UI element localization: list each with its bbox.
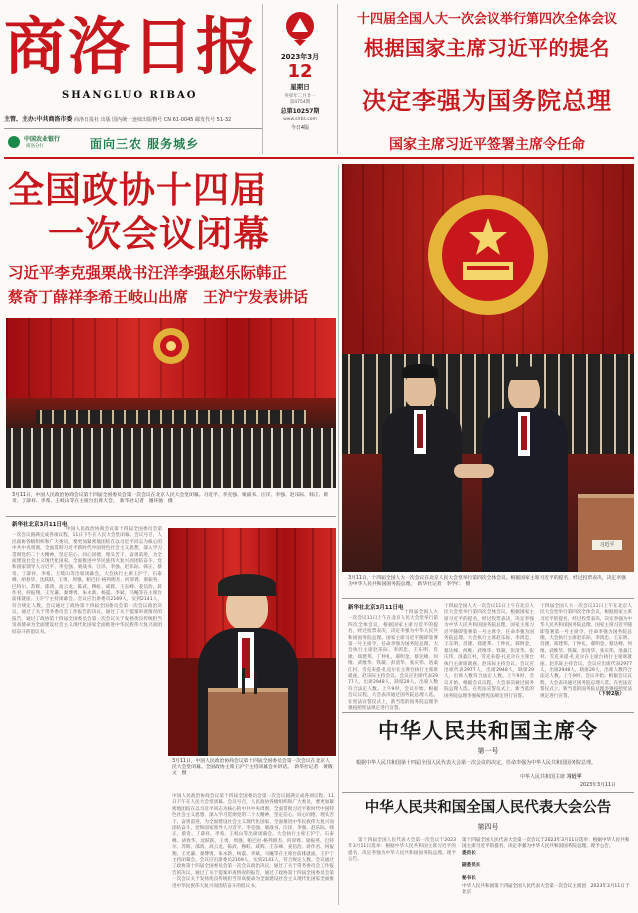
announcement-body: 第十四届全国人民代表大会第一次会议于2023年3月11日选举：根据中华人民共和国主席习近平的提名，决定李强为中华人民共和国国务院总理。现予公告。 (348, 838, 456, 863)
announcement-rule (342, 792, 634, 793)
decree-signature (520, 774, 582, 781)
headline-right-line2: 决定李强为国务院总理 (362, 87, 612, 115)
decree-number: 第一号 (477, 747, 499, 755)
issue-number: 总第10257期 (280, 108, 320, 115)
npc-article-col2: 十四届全国人大一次会议11日上午在北京人民大会堂举行第四次全体会议，根据国家主席习近平的提名，经过投票表决，决定李强为中华人民共和国国务院总理。国家主席习近平随即签署第一号主席令，任命李强为国务院总理。大会执行主席赵乐际、李鸿忠、王东明、肖捷、郑建邦、丁仲礼、郝明金、蔡达峰、何维、武维华、铁凝、彭清华、张庆伟、洛桑江村、雪克来提·扎克尔在主席台执行主席席就座。赵乐际主持会议。会议应出席代表2977人，出席2948人，缺席29人，出席人数符合法定人数。上午9时，会议开始。根据会议议程，大会表决通过国务院总理人选。在宪法宣誓仪式上，新当选的国务院总理李强按照宪法规定进行宣誓。 (444, 604, 534, 699)
column-divider (338, 165, 339, 905)
cppcc-dateline: 新华社北京3月11日电 (12, 522, 68, 528)
headline-right-line1: 根据国家主席习近平的提名 (364, 36, 610, 60)
bank-slogan: 面向三农 服务城乡 (90, 137, 200, 151)
cppcc-article-col1: 中国人民政治协商会议第十四届全国委员会第一次会议圆满完成各项议程，11日下午在人民大会堂闭幕。会议号召，人民政协各级组织和广大委员，要更加紧密地团结在以习近平同志为核心的中共中央周围，全面贯彻习近平新时代中国特色社会主义思想，深入学习贯彻党的二十大精神，坚定信心、同心同德，埋头苦干、奋勇前进，为全面建设社会主义现代化国家、全面推进中华民族伟大复兴而团结奋斗。党和国家领导人习近平、李克强、栗战书、汪洋、李强、赵乐际、韩正、蔡奇、丁薛祥、李希、王岐山等出席闭幕会。大会执行主席王沪宁、石泰峰、胡春华、沈跃跃、王勇、周强、帕巴拉·格列朗杰、何厚铧、梁振英、巴特尔、苏辉、邵鸿、高云龙、陈武、穆虹、咸辉、王东峰、姜信治、蒋作君、何报翔、王光谦、秦博勇、朱永新、杨震、李斌、马飚等在主席台前排就座。王沪宁主持闭幕会。会议应出席委员2169人，实到2141人，符合规定人数。会议通过了政协第十四届全国委员会第一次会议政治决议，通过了关于常务委员会工作报告的决议，通过了关于提案审查情况的报告，通过了政协第十四届全国委员会第一次会议关于发扬优良传统担当崇高使命为全面建设社会主义现代化国家全面推进中华民族伟大复兴而团结奋斗的倡议书。 (12, 527, 162, 635)
cppcc-photo-caption: 3月11日，中国人民政治协商会议第十四届全国委员会第一次会议在北京人民大会堂闭幕。习近平、李克强、栗战书、汪洋、李强、赵乐际、韩正、蔡奇、丁薛祥、李希、王岐山等在主席台出席大会。 新华社记者 谢环驰 摄 (12, 493, 329, 504)
publisher-label: 主管、主办:中共商洛市委 (4, 116, 73, 123)
npc-article-col1: 十四届全国人大一次会议11日上午在北京人民大会堂举行第四次全体会议，根据国家主席习近平的提名，经过投票表决，决定李强为中华人民共和国国务院总理。国家主席习近平随即签署第一号主席令，任命李强为国务院总理。大会执行主席赵乐际、李鸿忠、王东明、肖捷、郑建邦、丁仲礼、郝明金、蔡达峰、何维、武维华、铁凝、彭清华、张庆伟、洛桑江村、雪克来提·扎克尔在主席台执行主席席就座。赵乐际主持会议。会议应出席代表2977人，出席2948人，缺席29人，出席人数符合法定人数。上午9时，会议开始。根据会议议程，大会表决通过国务院总理人选。在宪法宣誓仪式上，新当选的国务院总理李强按照宪法规定进行宣誓。 (348, 610, 438, 712)
cppcc-emblem-icon (151, 326, 191, 366)
announcement-heading-vice: 副委员长 (462, 863, 481, 869)
headline-right-kicker: 十四届全国人大一次会议举行第四次全体会议 (356, 12, 617, 27)
decree-date: 2023年3月11日 (580, 783, 616, 788)
headline-left-line2: 一次会议闭幕 (48, 214, 271, 255)
newspaper-name: 商洛日报 (4, 10, 261, 83)
decree-body: 根据中华人民共和国第十四届全国人民代表大会第一次会议的决定，任命李强为中华人民共和国国务院总理。 (356, 760, 597, 766)
announcement-title: 中华人民共和国全国人民代表大会公告 (364, 799, 612, 816)
headline-left-sub2: 蔡奇丁薛祥李希王岐山出席 王沪宁发表讲话 (8, 288, 309, 306)
national-emblem-icon (423, 190, 553, 320)
masthead (4, 4, 260, 154)
right-caption-rule (342, 598, 634, 599)
left-caption-rule (6, 516, 336, 517)
bank-logo-icon (8, 136, 20, 148)
headline-right (340, 4, 634, 154)
decree-rule (342, 712, 634, 713)
issn-line: 商洛日报社 出版 国内统一连续出版物号 CN 61-0045 邮发代号 51-32 (74, 117, 232, 123)
newspaper-romanization: SHANGLUO RIBAO (62, 90, 198, 101)
npc-continued: （下转2版） (596, 691, 625, 697)
masthead-rule (4, 157, 634, 159)
date-day: 12 (287, 61, 313, 82)
weekday: 星期日 (290, 83, 310, 91)
decree-signer-name: 习近平 (566, 774, 582, 780)
npc-article-col3: 十四届全国人大一次会议11日上午在北京人民大会堂举行第四次全体会议，根据国家主席习近平的提名，经过投票表决，决定李强为中华人民共和国国务院总理。国家主席习近平随即签署第一号主席令，任命李强为国务院总理。大会执行主席赵乐际、李鸿忠、王东明、肖捷、郑建邦、丁仲礼、郝明金、蔡达峰、何维、武维华、铁凝、彭清华、张庆伟、洛桑江村、雪克来提·扎克尔在主席台执行主席席就座。赵乐际主持会议。会议应出席代表2977人，出席2948人，缺席29人，出席人数符合法定人数。上午9时，会议开始。根据会议议程，大会表决通过国务院总理人选。在宪法宣誓仪式上，新当选的国务院总理李强按照宪法规定进行宣誓。 (540, 604, 632, 699)
announcement-body-cont: 第十四届全国人民代表大会第一次会议于2023年3月11日选举：根据中华人民共和国主席习近平的提名，决定李强为中华人民共和国国务院总理。现予公告。 (462, 838, 630, 850)
pages-today: 今日4版 (290, 125, 310, 131)
cppcc-article-col2: 中国人民政治协商会议第十四届全国委员会第一次会议圆满完成各项议程，11日下午在人民大会堂闭幕。会议号召，人民政协各级组织和广大委员，要更加紧密地团结在以习近平同志为核心的中共中央周围，全面贯彻习近平新时代中国特色社会主义思想，深入学习贯彻党的二十大精神，坚定信心、同心同德，埋头苦干、奋勇前进，为全面建设社会主义现代化国家、全面推进中华民族伟大复兴而团结奋斗。党和国家领导人习近平、李克强、栗战书、汪洋、李强、赵乐际、韩正、蔡奇、丁薛祥、李希、王岐山等出席闭幕会。大会执行主席王沪宁、石泰峰、胡春华、沈跃跃、王勇、周强、帕巴拉·格列朗杰、何厚铧、梁振英、巴特尔、苏辉、邵鸿、高云龙、陈武、穆虹、咸辉、王东峰、姜信治、蒋作君、何报翔、王光谦、秦博勇、朱永新、杨震、李斌、马飚等在主席台前排就座。王沪宁主持闭幕会。会议应出席委员2169人，实到2141人，符合规定人数。会议通过了政协第十四届全国委员会第一次会议政治决议，通过了关于常务委员会工作报告的决议，通过了关于提案审查情况的报告，通过了政协第十四届全国委员会第一次会议关于发扬优良传统担当崇高使命为全面建设社会主义现代化国家全面推进中华民族伟大复兴而团结奋斗的倡议书。 (172, 794, 334, 889)
wang-huning-photo (168, 528, 336, 756)
bank-name: 中国农业银行 (24, 136, 61, 143)
handshake-photo-caption: 3月11日，十四届全国人大一次会议在北京人民大会堂举行第四次全体会议。根据国家主席习近平的提名，经过投票表决，决定李强为中华人民共和国国务院总理。 新华社记者 李学仁 摄 (348, 576, 626, 587)
headline-left-line1: 全国政协十四届 (8, 170, 268, 211)
date-year-month: 2023年3月 (280, 53, 320, 61)
date-box (262, 4, 338, 154)
podium-nameplate: 习近平 (592, 540, 622, 550)
npc-handshake-photo (342, 164, 634, 572)
headline-left-sub1: 习近平李克强栗战书汪洋李强赵乐际韩正 (8, 264, 288, 282)
announcement-list (462, 838, 632, 906)
bank-ad (4, 128, 262, 154)
decree-signer-title: 中华人民共和国主席 (520, 774, 566, 780)
announcement-heading-sec: 秘书长 (462, 875, 476, 881)
cppcc-hall-photo (6, 318, 336, 488)
headline-right-sub: 国家主席习近平签署主席令任命 (389, 137, 585, 153)
wang-photo-caption: 3月11日，中国人民政治协商会议第十四届全国委员会第一次会议在北京人民大会堂闭幕。全国政协主席王沪宁主持闭幕会并讲话。 新华社记者 黄敬文 摄 (172, 759, 333, 776)
emblem-icon (284, 10, 316, 48)
site-url: www.slrbs.com (283, 117, 317, 122)
npc-dateline: 新华社北京3月11日电 (348, 605, 404, 611)
decree-title: 中华人民共和国主席令 (378, 718, 598, 743)
issue-small: 第4754期 (289, 100, 311, 105)
bank-branch: 商洛分行 (26, 144, 44, 149)
announcement-dateline: 中华人民共和国第十四届全国人民代表大会第一次会议主席团 2023年3月11日于北京 (462, 884, 630, 896)
lunar-date: 癸卯年二月廿一 (284, 94, 316, 99)
announcement-number: 第四号 (477, 823, 499, 831)
announcement-heading-chair: 委员长 (462, 850, 476, 856)
publisher-line (4, 114, 262, 123)
